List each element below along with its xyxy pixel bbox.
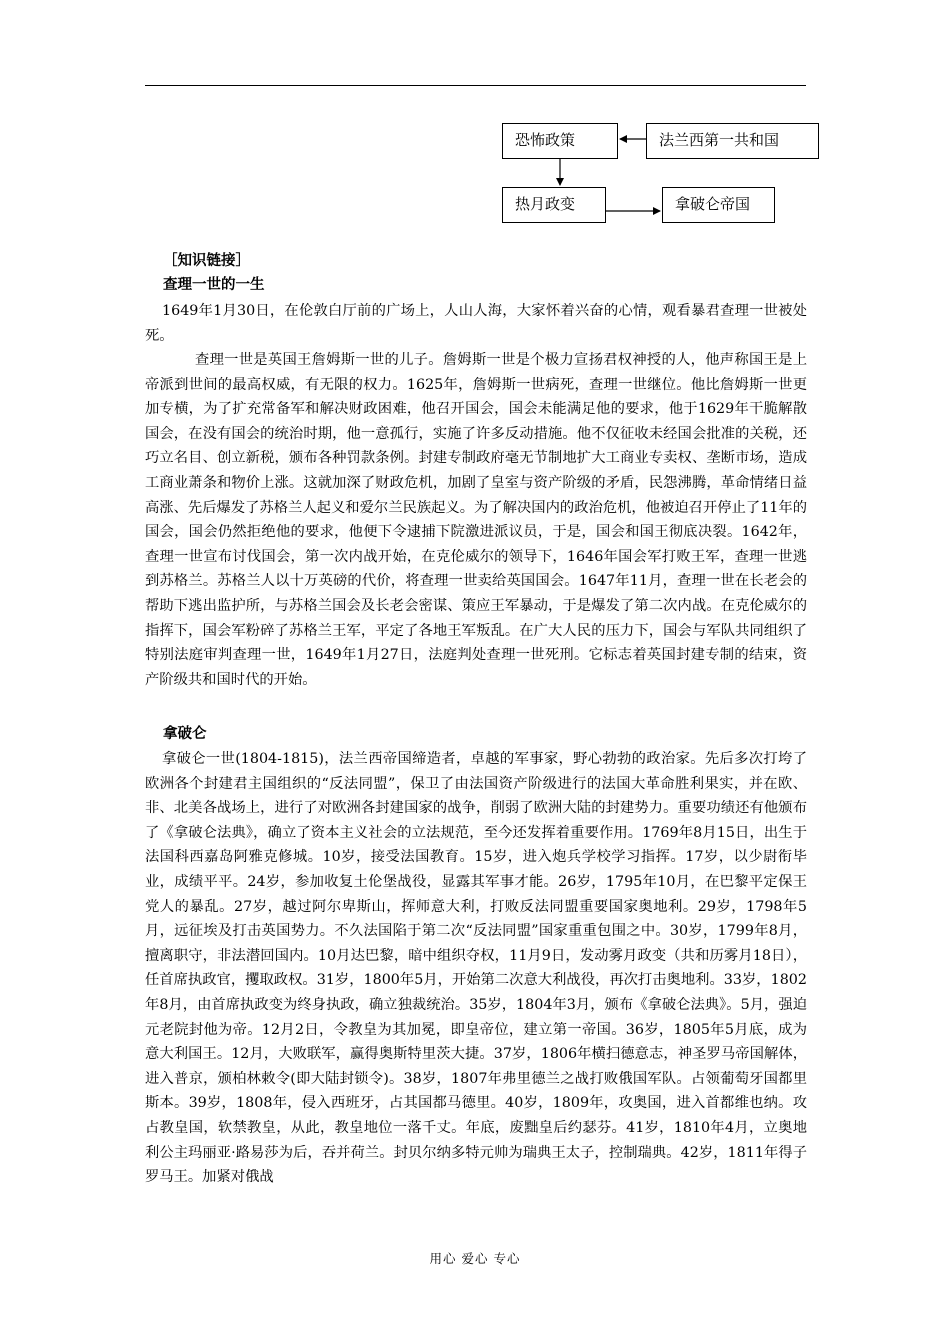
paragraph-charles-body: 查理一世是英国王詹姆斯一世的儿子。詹姆斯一世是个极力宣扬君权神授的人，他声称国王是上帝派到世间的最高权威，有无限的权力。1625年，詹姆斯一世病死，查理一世继位。他比詹姆斯一世更加专横，为了扩充常备军和解决财政困难，他召开国会，国会未能满足他的要求，他于1629年干脆解散国会，在没有国会的统治时期，他一意孤行，实施了许多反动措施。他不仅征收未经国会批准的关税，还巧立名目、创立新税，颁布各种罚款条例。封建专制政府毫无节制地扩大工商业专卖权、垄断市场，造成工商业萧条和物价上涨。这就加深了财政危机，加剧了皇室与资产阶级的矛盾，民怨沸腾，革命情绪日益高涨、先后爆发了苏格兰人起义和爱尔兰民族起义。为了解决国内的政治危机，他被迫召开停止了11年的国会，国会仍然拒绝他的要求，他便下令逮捕下院激进派议员，于是，国会和国王彻底决裂。1642年，查理一世宣布讨伐国会，第一次内战开始，在克伦威尔的领导下，1646年国会军打败王军，查理一世逃到苏格兰。苏格兰人以十万英磅的代价，将查理一世卖给英国国会。1647年11月，查理一世在长老会的帮助下逃出监护所，与苏格兰国会及长老会密谋、策应王军暴动，于是爆发了第二次内战。在克伦威尔的指挥下，国会军粉碎了苏格兰王军，平定了各地王军叛乱。在广大人民的压力下，国会与军队共同组织了特别法庭审判查理一世，1649年1月27日，法庭判处查理一世死刑。它标志着英国封建专制的结束，资产阶级共和国时代的开始。: [145, 352, 807, 688]
heading-charles-i: 查理一世的一生: [163, 277, 265, 293]
page-footer: 用心 爱心 专心: [429, 1251, 521, 1266]
heading-napoleon: 拿破仑: [163, 726, 207, 742]
header-rule: [145, 85, 806, 86]
flowchart-box-thermidor-coup: 热月政变: [502, 187, 606, 223]
flowchart-box-first-republic: 法兰西第一共和国: [646, 123, 819, 159]
flowchart-box-terror-policy: 恐怖政策: [502, 123, 618, 159]
paragraph-napoleon-body: 拿破仑一世(1804-1815)，法兰西帝国缔造者，卓越的军事家，野心勃勃的政治家。先后多次打垮了欧洲各个封建君主国组织的“反法同盟”，保卫了由法国资产阶级进行的法国大革命胜利果实，并在欧、非、北美各战场上，进行了对欧洲各封建国家的战争，削弱了欧洲大陆的封建势力。重要功绩还有他颁布了《拿破仑法典》，确立了资本主义社会的立法规范，至今还发挥着重要作用。1769年8月15日，出生于法国科西嘉岛阿雅克修城。10岁，接受法国教育。15岁，进入炮兵学校学习指挥。17岁，以少尉衔毕业，成绩平平。24岁，参加收复土伦堡战役，显露其军事才能。26岁，1795年10月，在巴黎平定保王党人的暴乱。27岁，越过阿尔卑斯山，挥师意大利，打败反法同盟重要国家奥地利。29岁，1798年5月，远征埃及打击英国势力。不久法国陷于第二次“反法同盟”国家重重包围之中。30岁，1799年8月，擅离职守，非法潜回国内。10月达巴黎，暗中组织夺权，11月9日，发动雾月政变（共和历雾月18日），任首席执政官，攫取政权。31岁，1800年5月，开始第二次意大利战役，再次打击奥地利。33岁，1802年8月，由首席执政变为终身执政，确立独裁统治。35岁，1804年3月，颁布《拿破仑法典》。5月，强迫元老院封他为帝。12月2日，令教皇为其加冕，即皇帝位，建立第一帝国。36岁，1805年5月底，成为意大利国王。12月，大败联军，赢得奥斯特里茨大捷。37岁，1806年横扫德意志，神圣罗马帝国解体，进入普京，颁柏林敕令(即大陆封锁令)。38岁，1807年弗里德兰之战打败俄国军队。占领葡萄牙国都里斯本。39岁，1808年，侵入西班牙，占其国都马德里。40岁，1809年，攻奥国，进入首都维也纳。攻占教皇国，软禁教皇，从此，教皇地位一落千丈。年底，废黜皇后约瑟芬。41岁，1810年4月，立奥地利公主玛丽亚·路易莎为后，吞并荷兰。封贝尔纳多特元帅为瑞典王太子，控制瑞典。42岁，1811年得子罗马王。加紧对俄战: [145, 751, 807, 1186]
paragraph-charles-intro: 1649年1月30日，在伦敦白厅前的广场上，人山人海，大家怀着兴奋的心情，观看暴君查理一世被处死。: [145, 303, 807, 344]
knowledge-link-label: ［知识链接］: [163, 253, 250, 269]
flowchart-box-napoleon-empire: 拿破仑帝国: [662, 187, 775, 223]
